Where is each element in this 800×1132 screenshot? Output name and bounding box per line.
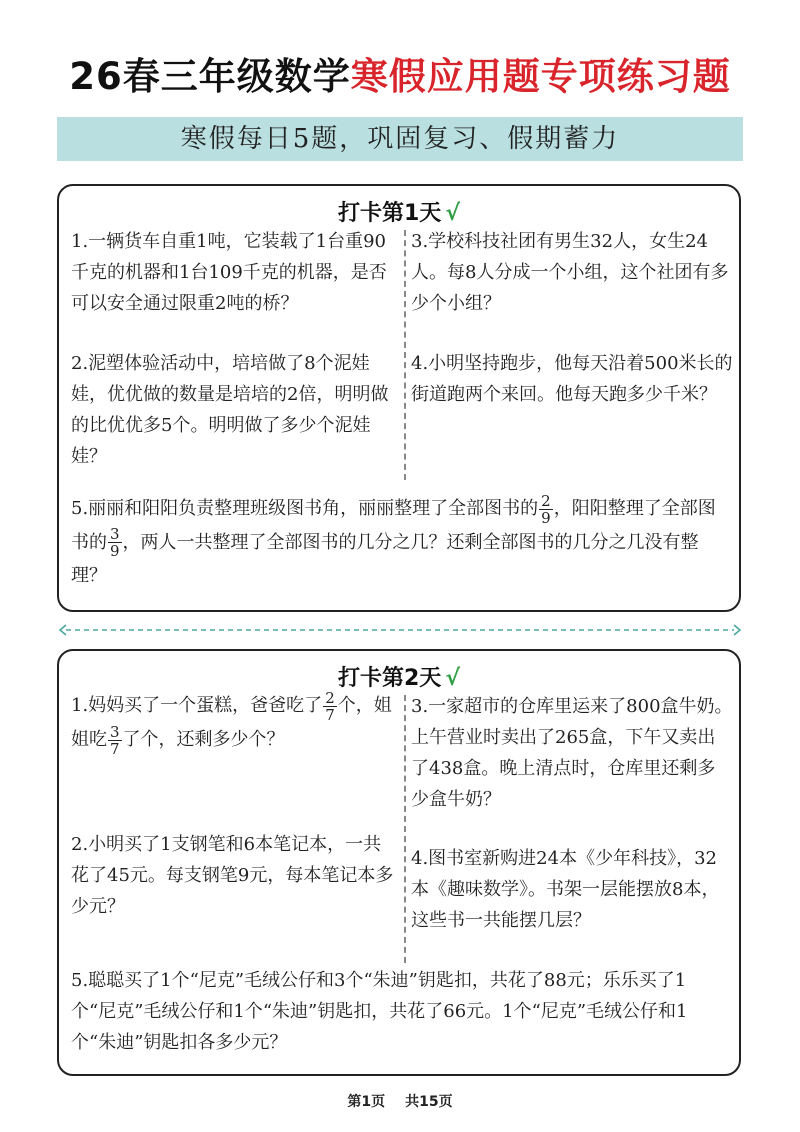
q5-text-1: 5.丽丽和阳阳负责整理班级图书角，丽丽整理了全部图书的 xyxy=(71,498,539,519)
day2-card xyxy=(57,649,741,1076)
fraction-denominator: 9 xyxy=(541,508,551,527)
day2-question-1 xyxy=(71,689,397,757)
day2-question-2: 2.小明买了1支钢笔和6本笔记本，一共花了45元。每支钢笔9元，每本笔记本多少元？ xyxy=(71,834,394,917)
subtitle-banner: 寒假每日5题，巩固复习、假期蓄力 xyxy=(57,117,743,161)
fraction xyxy=(323,690,337,723)
q5-text-3: ，两人一共整理了全部图书的几分之几？还剩全部图书的几分之几没有整理？ xyxy=(71,531,699,586)
fraction-numerator: 2 xyxy=(541,491,551,510)
day2-question-3: 3.一家超市的仓库里运来了800盒牛奶。上午营业时卖出了265盒，下午又卖出了438盒。晚上清点时，仓库里还剩多少盒牛奶？ xyxy=(411,696,733,810)
day2-question-4: 4.图书室新购进24本《少年科技》，32本《趣味数学》。书架一层能摆放8本，这些书一共能摆几层？ xyxy=(411,848,720,931)
q1-text-3: 了个，还剩多少个？ xyxy=(122,729,285,750)
fraction-numerator: 2 xyxy=(325,688,335,707)
title-part-red: 寒假应用题专项练习题 xyxy=(350,55,731,98)
fraction-numerator: 3 xyxy=(110,722,120,741)
day1-question-2: 2.泥塑体验活动中，培培做了8个泥娃娃，优优做的数量是培培的2倍，明明做的比优优多5个。明明做了多少个泥娃娃？ xyxy=(71,353,389,467)
fraction-denominator: 7 xyxy=(325,705,335,724)
day2-question-5: 5.聪聪买了1个“尼克”毛绒公仔和3个“朱迪”钥匙扣，共花了88元；乐乐买了1个“尼克”毛绒公仔和1个“朱迪”钥匙扣，共花了66元。1个“尼克”毛绒公仔和1个“朱迪”钥匙扣各多少元？ xyxy=(71,970,688,1053)
day1-card xyxy=(57,184,741,612)
column-divider xyxy=(404,695,406,963)
q1-text-2: 个，姐姐吃 xyxy=(71,695,392,750)
fraction-numerator: 3 xyxy=(110,525,120,543)
check-icon: √ xyxy=(445,201,460,226)
day1-title xyxy=(59,196,739,227)
page-number: 第1页 xyxy=(347,1094,386,1110)
fraction-denominator: 7 xyxy=(110,739,120,758)
day2-title-text: 打卡第2天 xyxy=(338,666,442,691)
day1-question-3: 3.学校科技社团有男生32人，女生24人。每8人分成一个小组，这个社团有多少个小组？ xyxy=(411,231,729,314)
day1-title-text: 打卡第1天 xyxy=(338,201,442,226)
q5-text-2: ，阳阳整理了全部图书的 xyxy=(71,498,716,553)
fraction xyxy=(108,526,122,559)
day1-question-1: 1.一辆货车自重1吨，它装载了1台重90千克的机器和1台109千克的机器，是否可以安全通过限重2吨的桥？ xyxy=(71,231,387,314)
page-footer xyxy=(0,1091,800,1111)
fraction xyxy=(539,493,553,526)
fraction xyxy=(108,724,122,757)
day2-title xyxy=(59,661,739,692)
fraction-denominator: 9 xyxy=(110,542,120,560)
page-total: 共15页 xyxy=(405,1094,453,1110)
day1-question-5 xyxy=(71,492,731,592)
check-icon: √ xyxy=(445,666,460,691)
title-part-black: 26春三年级数学 xyxy=(69,55,351,98)
section-divider-arrow xyxy=(58,624,742,636)
column-divider xyxy=(404,230,406,480)
page-title xyxy=(0,46,800,100)
q1-text-1: 1.妈妈买了一个蛋糕，爸爸吃了 xyxy=(71,695,323,716)
day1-question-4: 4.小明坚持跑步，他每天沿着500米长的街道跑两个来回。他每天跑多少千米？ xyxy=(411,353,733,405)
